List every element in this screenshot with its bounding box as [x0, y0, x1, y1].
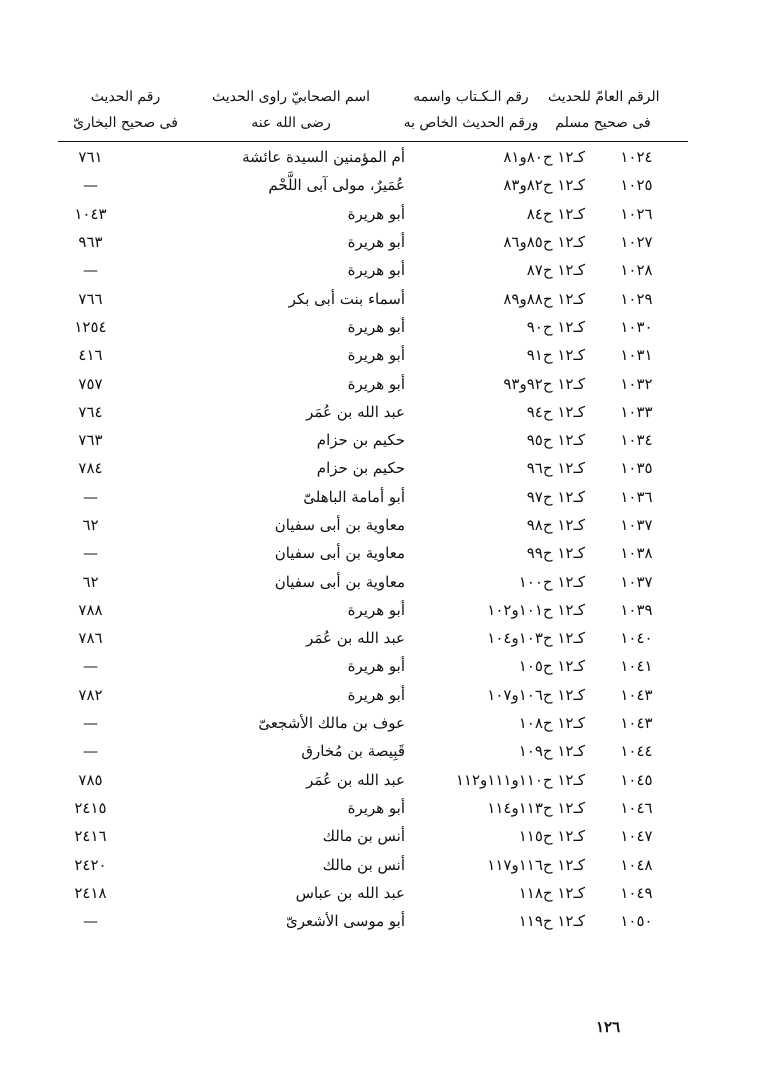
narrator-cell: معاوية بن أبى سفيان	[274, 544, 405, 563]
header-divider	[58, 141, 688, 142]
bukhari-number-cell: ٧٨٢	[78, 685, 103, 704]
book-number-cell: كـ١٢ ح٨٠و٨١	[503, 148, 585, 167]
table-row	[0, 652, 765, 680]
narrator-cell: أبو هريرة	[347, 685, 405, 704]
book-number-cell: كـ١٢ ح١١٣و١١٤	[487, 798, 585, 817]
book-number-cell: كـ١٢ ح١١٨	[518, 883, 585, 902]
book-number-cell: كـ١٢ ح١٠٣و١٠٤	[487, 629, 585, 648]
table-row	[0, 369, 765, 397]
row-spacer	[688, 766, 765, 794]
bukhari-number-cell: —	[83, 544, 98, 563]
general-number-cell: ١٠٤٠	[620, 629, 653, 648]
narrator-cell: معاوية بن أبى سفيان	[274, 516, 405, 534]
bukhari-number-cell: —	[83, 261, 98, 280]
book-number-cell: كـ١٢ ح١١٠و١١١و١١٢	[455, 770, 585, 789]
header-bukhari-line2: فى صحيح البخارىّ	[73, 115, 178, 131]
row-spacer	[688, 511, 765, 539]
general-number-cell: ١٠٣٨	[620, 544, 653, 563]
row-spacer	[688, 681, 765, 709]
table-row	[0, 313, 765, 341]
narrator-cell: عُمَيرٌ، مولى آبى اللَّحْم	[268, 176, 405, 195]
narrator-cell: أبو هريرة	[347, 346, 405, 365]
book-number-cell: كـ١٢ ح٨٤	[526, 204, 585, 223]
bukhari-number-cell: ٢٤٢٠	[74, 855, 107, 874]
bukhari-number-cell: ٢٤١٥	[74, 798, 107, 817]
book-number-cell: كـ١٢ ح٩١	[526, 346, 585, 365]
header-bukhari-number	[58, 84, 193, 140]
row-spacer	[688, 709, 765, 737]
row-spacer	[688, 624, 765, 652]
book-number-cell: كـ١٢ ح٩٦	[526, 459, 585, 478]
table-row	[0, 624, 765, 652]
narrator-cell: أنس بن مالك	[322, 827, 405, 846]
book-number-cell: كـ١٢ ح١٠٥	[518, 657, 585, 676]
row-spacer	[688, 794, 765, 822]
hadith-table-body	[0, 143, 765, 935]
header-general-number	[548, 84, 658, 140]
bukhari-number-cell: ٦٢	[82, 572, 99, 591]
general-number-cell: ١٠٣٢	[620, 374, 653, 393]
row-spacer	[688, 737, 765, 765]
book-number-cell: كـ١٢ ح٩٩	[526, 544, 585, 563]
bukhari-number-cell: ٧٨٨	[78, 600, 103, 619]
bukhari-number-cell: ٧٥٧	[78, 374, 103, 393]
book-number-cell: كـ١٢ ح١٠٦و١٠٧	[487, 685, 585, 704]
bukhari-number-cell: ٧٨٤	[78, 459, 103, 478]
narrator-cell: عبد الله بن عُمَر	[306, 770, 405, 789]
table-row	[0, 341, 765, 369]
header-book-line1: رقم الـكـتاب واسمه	[413, 89, 529, 105]
general-number-cell: ١٠٥٠	[620, 912, 653, 931]
table-row	[0, 766, 765, 794]
bukhari-number-cell: ٧٨٦	[78, 629, 103, 648]
narrator-cell: معاوية بن أبى سفيان	[274, 572, 405, 591]
general-number-cell: ١٠٣٧	[620, 516, 653, 534]
book-number-cell: كـ١٢ ح٨٢و٨٣	[503, 176, 585, 195]
book-number-cell: كـ١٢ ح٩٠	[526, 317, 585, 336]
row-spacer	[688, 850, 765, 878]
row-spacer	[688, 228, 765, 256]
bukhari-number-cell: —	[83, 176, 98, 195]
narrator-cell: أبو هريرة	[347, 600, 405, 619]
header-bukhari-line1: رقم الحديث	[90, 89, 161, 105]
narrator-cell: عبد الله بن عُمَر	[306, 402, 405, 421]
general-number-cell: ١٠٤٣	[620, 685, 653, 704]
table-row	[0, 200, 765, 228]
row-spacer	[688, 284, 765, 312]
table-row	[0, 228, 765, 256]
table-row	[0, 709, 765, 737]
general-number-cell: ١٠٢٤	[620, 148, 653, 167]
header-narrator	[196, 84, 386, 140]
narrator-cell: أم المؤمنين السيدة عائشة	[242, 148, 405, 167]
bukhari-number-cell: —	[83, 657, 98, 676]
header-book-line2: ورقم الحديث الخاص به	[403, 115, 539, 131]
narrator-cell: أبو أمامة الباهلىّ	[303, 487, 405, 506]
bukhari-number-cell: ٩٦٣	[78, 233, 103, 252]
row-spacer	[688, 652, 765, 680]
row-spacer	[688, 341, 765, 369]
book-number-cell: كـ١٢ ح٩٨	[526, 516, 585, 534]
general-number-cell: ١٠٤٣	[620, 714, 653, 733]
bukhari-number-cell: ٧٦٤	[78, 402, 103, 421]
row-spacer	[688, 879, 765, 907]
table-row	[0, 426, 765, 454]
table-row	[0, 567, 765, 595]
bukhari-number-cell: ٦٢	[82, 516, 99, 534]
narrator-cell: عبد الله بن عُمَر	[306, 629, 405, 648]
bukhari-number-cell: ٧٨٥	[78, 770, 103, 789]
page-number: ١٢٦	[596, 1018, 621, 1036]
narrator-cell: أبو هريرة	[347, 204, 405, 223]
general-number-cell: ١٠٢٥	[620, 176, 653, 195]
book-number-cell: كـ١٢ ح٩٧	[526, 487, 585, 506]
book-number-cell: كـ١٢ ح٨٧	[526, 261, 585, 280]
table-row	[0, 907, 765, 935]
narrator-cell: أبو هريرة	[347, 374, 405, 393]
general-number-cell: ١٠٤٦	[620, 798, 653, 817]
narrator-cell: أنس بن مالك	[322, 855, 405, 874]
narrator-cell: قَبِيصة بن مُخارق	[301, 742, 405, 761]
general-number-cell: ١٠٤٩	[620, 883, 653, 902]
table-row	[0, 681, 765, 709]
book-number-cell: كـ١٢ ح٨٨و٨٩	[503, 289, 585, 308]
bukhari-number-cell: ٤١٦	[78, 346, 103, 365]
general-number-cell: ١٠٣٤	[620, 431, 653, 450]
general-number-cell: ١٠٣٣	[620, 402, 653, 421]
table-row	[0, 171, 765, 199]
book-number-cell: كـ١٢ ح٩٢و٩٣	[503, 374, 585, 393]
bukhari-number-cell: ٢٤١٨	[74, 883, 107, 902]
bukhari-number-cell: —	[83, 912, 98, 931]
row-spacer	[688, 426, 765, 454]
table-row	[0, 398, 765, 426]
general-number-cell: ١٠٢٩	[620, 289, 653, 308]
general-number-cell: ١٠٢٨	[620, 261, 653, 280]
header-book-number	[396, 84, 546, 140]
header-general-line1: الرقم العامّ للحديث	[548, 89, 660, 105]
table-row	[0, 143, 765, 171]
narrator-cell: أبو هريرة	[347, 233, 405, 252]
row-spacer	[688, 907, 765, 935]
general-number-cell: ١٠٣٧	[620, 572, 653, 591]
bukhari-number-cell: —	[83, 742, 98, 761]
header-narrator-line1: اسم الصحابيّ راوى الحديث	[211, 89, 370, 105]
row-spacer	[688, 454, 765, 482]
narrator-cell: أبو هريرة	[347, 261, 405, 280]
row-spacer	[688, 171, 765, 199]
table-row	[0, 511, 765, 539]
general-number-cell: ١٠٣٩	[620, 600, 653, 619]
bukhari-number-cell: —	[83, 487, 98, 506]
bukhari-number-cell: ١٠٤٣	[74, 204, 107, 223]
book-number-cell: كـ١٢ ح١١٩	[518, 912, 585, 931]
table-row	[0, 284, 765, 312]
hadith-table	[0, 143, 765, 935]
general-number-cell: ١٠٤٨	[620, 855, 653, 874]
book-number-cell: كـ١٢ ح١٠٩	[518, 742, 585, 761]
narrator-cell: أبو هريرة	[347, 798, 405, 817]
book-number-cell: كـ١٢ ح١٠٠	[518, 572, 585, 591]
general-number-cell: ١٠٤١	[620, 657, 653, 676]
table-row	[0, 596, 765, 624]
bukhari-number-cell: ٢٤١٦	[74, 827, 107, 846]
narrator-cell: عوف بن مالك الأشجعىّ	[258, 714, 405, 733]
bukhari-number-cell: ٧٦١	[78, 148, 103, 167]
table-row	[0, 256, 765, 284]
row-spacer	[688, 398, 765, 426]
book-number-cell: كـ١٢ ح١٠١و١٠٢	[487, 600, 585, 619]
table-row	[0, 483, 765, 511]
row-spacer	[688, 143, 765, 171]
general-number-cell: ١٠٤٥	[620, 770, 653, 789]
narrator-cell: عبد الله بن عباس	[295, 883, 405, 902]
row-spacer	[688, 483, 765, 511]
general-number-cell: ١٠٣٠	[620, 317, 653, 336]
book-number-cell: كـ١٢ ح٨٥و٨٦	[503, 233, 585, 252]
row-spacer	[688, 256, 765, 284]
general-number-cell: ١٠٣٦	[620, 487, 653, 506]
table-row	[0, 454, 765, 482]
row-spacer	[688, 567, 765, 595]
table-row	[0, 822, 765, 850]
general-number-cell: ١٠٣١	[620, 346, 653, 365]
general-number-cell: ١٠٢٦	[620, 204, 653, 223]
bukhari-number-cell: ٧٦٦	[78, 289, 103, 308]
row-spacer	[688, 539, 765, 567]
narrator-cell: أسماء بنت أبى بكر	[288, 289, 405, 308]
table-row	[0, 879, 765, 907]
bukhari-number-cell: ١٢٥٤	[74, 317, 107, 336]
book-number-cell: كـ١٢ ح١١٥	[518, 827, 585, 846]
book-number-cell: كـ١٢ ح١١٦و١١٧	[487, 855, 585, 874]
bukhari-number-cell: ٧٦٣	[78, 431, 103, 450]
table-row	[0, 850, 765, 878]
row-spacer	[688, 200, 765, 228]
narrator-cell: أبو هريرة	[347, 317, 405, 336]
table-row	[0, 539, 765, 567]
row-spacer	[688, 596, 765, 624]
narrator-cell: أبو موسى الأشعرىّ	[285, 912, 405, 931]
narrator-cell: حكيم بن حزام	[316, 459, 405, 478]
header-narrator-line2: رضى الله عنه	[251, 115, 331, 131]
table-row	[0, 794, 765, 822]
row-spacer	[688, 822, 765, 850]
general-number-cell: ١٠٣٥	[620, 459, 653, 478]
book-number-cell: كـ١٢ ح٩٥	[526, 431, 585, 450]
general-number-cell: ١٠٤٤	[620, 742, 653, 761]
table-row	[0, 737, 765, 765]
narrator-cell: حكيم بن حزام	[316, 431, 405, 450]
general-number-cell: ١٠٢٧	[620, 233, 653, 252]
bukhari-number-cell: —	[83, 714, 98, 733]
header-general-line2: فى صحيح مسلم	[555, 115, 651, 131]
narrator-cell: أبو هريرة	[347, 657, 405, 676]
row-spacer	[688, 369, 765, 397]
row-spacer	[688, 313, 765, 341]
book-number-cell: كـ١٢ ح١٠٨	[518, 714, 585, 733]
book-number-cell: كـ١٢ ح٩٤	[526, 402, 585, 421]
general-number-cell: ١٠٤٧	[620, 827, 653, 846]
